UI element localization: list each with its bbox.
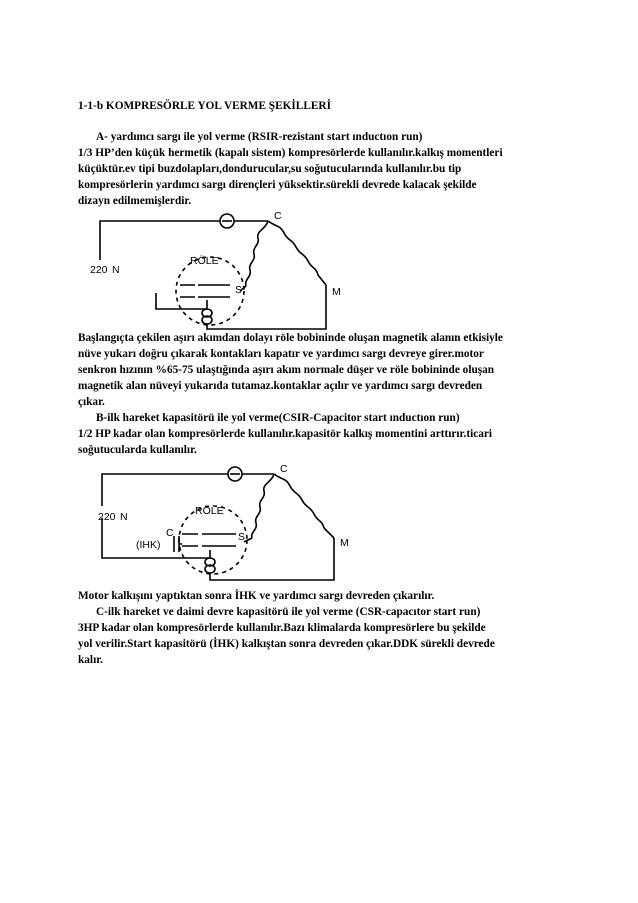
start-winding-coil [252,474,274,538]
terminal-m-label: M [340,537,349,549]
section-c-heading: C-ilk hareket ve daimi devre kapasitörü ile yol verme (CSR-capacıtor start run) [96,606,481,618]
relay-contact-right [213,285,230,297]
page-title: 1-1-b KOMPRESÖRLE YOL VERME ŞEKİLLERİ [78,100,331,112]
section-b-line: 1/2 HP kadar olan kompresörlerde kullanılır.kapasitör kalkış momentini arttırır.ticari [78,428,493,440]
paragraph-2 [78,588,578,668]
rsir-wiring-diagram [70,205,370,335]
section-a-heading: A- yardımcı sargı ile yol verme (RSIR-rezistant start ınductıon run) [96,131,423,143]
supply-line-top [102,474,228,506]
terminal-s-label: S [238,531,246,543]
return-line-to-m [210,538,334,580]
start-winding-tail [244,538,252,542]
relay-label: RÖLE [190,255,219,267]
section-c-line: yol verilir.Start kapasitörü (İHK) kalkıştan sonra devreden çıkar.DDK sürekli devrede [78,638,495,650]
section-a-line: 1/3 HP’den küçük hermetik (kapalı sistem) kompresörlerde kullanılır.kalkış momentleri [78,147,503,159]
start-winding-coil [246,221,268,286]
start-capacitor-icon [174,536,179,552]
voltage-label: 220 [98,511,116,523]
paragraph-line: Başlangıçta çekilen aşırı akımdan dolayı röle bobininde oluşan magnetik alanın etkisiyle [78,332,503,344]
voltage-label: 220 [90,264,108,276]
voltage-symbol: N [112,264,120,276]
terminal-s-label: S [235,284,243,296]
paragraph-line: Motor kalkışını yaptıktan sonra İHK ve yardımcı sargı devreden çıkarılır. [78,590,435,602]
supply-line-bottom [102,518,210,558]
section-c-line: kalır. [78,654,104,666]
capacitor-label: (IHK) [136,539,161,551]
run-winding-tail [324,528,334,538]
relay-boundary [176,257,244,325]
return-line-to-m [207,285,326,329]
run-winding-coil [268,221,318,275]
paragraph-line: nüve yukarı doğru çıkarak kontakları kapatır ve yardımcı sargı devreye girer.motor [78,348,484,360]
section-a-line: dizayn edilmemişlerdir. [78,195,192,207]
voltage-symbol: N [120,511,128,523]
run-winding-coil [274,474,324,528]
capacitor-letter: C [166,527,174,539]
section-c-line: 3HP kadar olan kompresörlerde kullanılır.Bazı klimalarda kompresörlere bu şekilde [78,622,486,634]
terminal-m-label: M [332,286,341,298]
section-b-line: soğutucularda kullanılır. [78,444,197,456]
section-b-heading: B-ilk hareket kapasitörü ile yol verme(CSIR-Capacitor start ınductıon run) [96,412,460,424]
csir-wiring-diagram [78,460,378,590]
paragraph-line: magnetik alan nüveyi yukarıda tutamaz.kontaklar açılır ve yardımcı sargı devreden [78,380,483,392]
supply-line-bottom [156,293,207,309]
section-a-block [78,129,578,209]
paragraph-line: senkron hızının %65-75 ulaştığında aşırı akım normale düşer ve röle bobininde oluşan [78,364,495,376]
relay-label: RÖLE [195,505,224,517]
paragraph-1 [78,330,578,458]
section-a-line: küçüktür.ev tipi buzdolapları,dondurucular,su soğutucularında kullanılır.bu tip [78,163,462,175]
run-winding-tail [318,275,326,285]
terminal-c-label: C [280,463,288,475]
terminal-c-label: C [274,210,282,222]
section-a-line: kompresörlerin yardımcı sargı dirençleri yüksektir.sürekli devrede kalacak şekilde [78,179,477,191]
paragraph-line: çıkar. [78,396,105,408]
